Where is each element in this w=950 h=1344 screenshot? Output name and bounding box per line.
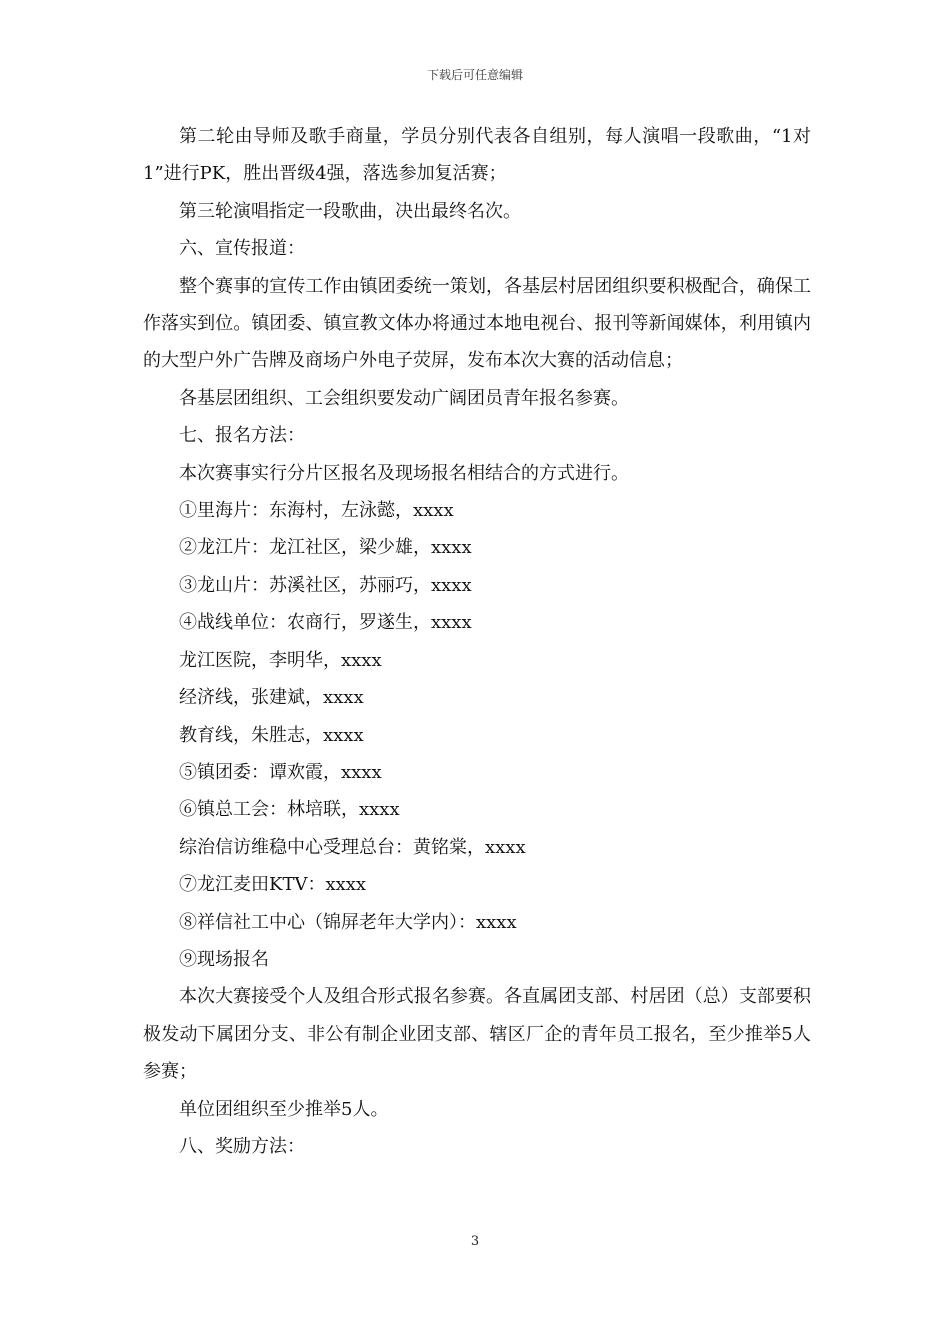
list-item-economic-line: 经济线，张建斌，xxxx [179, 687, 364, 709]
paragraph-registration-rules: 本次大赛接受个人及组合形式报名参赛。各直属团支部、村居团（总）支部要积极发动下属团分支、非公有制企业团支部、辖区厂企的青年员工报名，至少推举5人参赛； [143, 986, 811, 1083]
list-item-petition-center: 综治信访维稳中心受理总台：黄铭棠，xxxx [179, 836, 526, 858]
list-item-education-line: 教育线，朱胜志，xxxx [179, 724, 364, 746]
paragraph-mobilize-youth: 各基层团组织、工会组织要发动广阔团员青年报名参赛。 [179, 387, 629, 409]
paragraph-unit-quota: 单位团组织至少推举5人。 [179, 1098, 389, 1120]
section-heading-registration: 七、报名方法： [179, 425, 305, 447]
list-item-onsite-registration: ⑨现场报名 [179, 948, 269, 970]
page-number: 3 [470, 1234, 480, 1249]
list-item-lihai: ①里海片：东海村，左泳懿，xxxx [179, 500, 454, 522]
list-item-trade-union: ⑥镇总工会：林培联，xxxx [179, 799, 400, 821]
list-item-front-units: ④战线单位：农商行，罗遂生，xxxx [179, 612, 472, 634]
paragraph-publicity-plan: 整个赛事的宣传工作由镇团委统一策划，各基层村居团组织要积极配合，确保工作落实到位。镇团委、镇宣教文体办将通过本地电视台、报刊等新闻媒体，利用镇内的大型户外广告牌及商场户外电子荧屏，发布本次大赛的活动信息； [143, 275, 811, 372]
page-header-note: 下载后可任意编辑 [426, 68, 523, 82]
list-item-longshan: ③龙山片：苏溪社区，苏丽巧，xxxx [179, 574, 472, 596]
list-item-hospital: 龙江医院，李明华，xxxx [179, 649, 382, 671]
paragraph-round-two: 第二轮由导师及歌手商量，学员分别代表各自组别，每人演唱一段歌曲，“1对1”进行PK，胜出晋级4强，落选参加复活赛； [143, 126, 811, 185]
section-heading-publicity: 六、宣传报道： [179, 238, 305, 260]
paragraph-round-three: 第三轮演唱指定一段歌曲，决出最终名次。 [179, 200, 521, 222]
list-item-longjiang: ②龙江片：龙江社区，梁少雄，xxxx [179, 537, 472, 559]
list-item-ktv: ⑦龙江麦田KTV：xxxx [179, 874, 367, 896]
paragraph-registration-method: 本次赛事实行分片区报名及现场报名相结合的方式进行。 [179, 462, 629, 484]
section-heading-awards: 八、奖励方法： [179, 1135, 305, 1157]
list-item-youth-league: ⑤镇团委：谭欢霞，xxxx [179, 761, 382, 783]
document-body [143, 118, 811, 1165]
list-item-social-work-center: ⑧祥信社工中心（锦屏老年大学内）：xxxx [179, 911, 517, 933]
